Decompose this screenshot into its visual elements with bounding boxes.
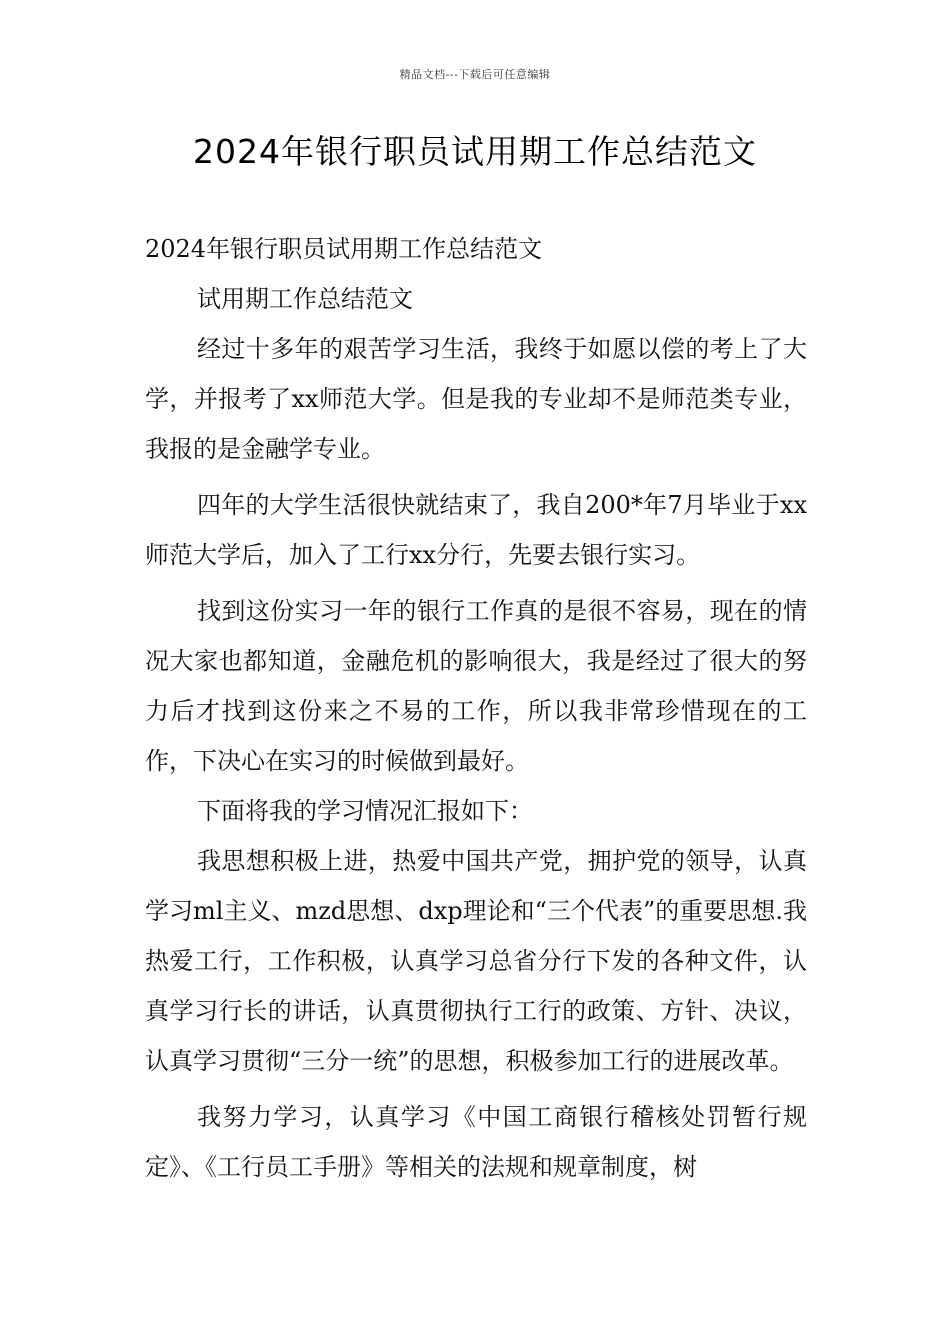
paragraph-6: 我努力学习，认真学习《中国工商银行稽核处罚暂行规定》、《工行员工手册》等相关的法规和规章制度，树 (145, 1103, 807, 1181)
paragraph-3: 找到这份实习一年的银行工作真的是很不容易，现在的情况大家也都知道，金融危机的影响很大，我是经过了很大的努力后才找到这份来之不易的工作，所以我非常珍惜现在的工作，下决心在实习的时候做到最好。 (145, 597, 807, 775)
paragraph-5: 我思想积极上进，热爱中国共产党，拥护党的领导，认真学习ml主义、mzd思想、dxp理论和“三个代表”的重要思想.我热爱工行，工作积极，认真学习总省分行下发的各种文件，认真学习行长的讲话，认真贯彻执行工行的政策、方针、决议，认真学习贯彻“三分一统”的思想，积极参加工行的进展改革。 (145, 847, 807, 1075)
document-title: 2024年银行职员试用期工作总结范文 (193, 132, 757, 171)
paragraph-subtitle: 2024年银行职员试用期工作总结范文 (145, 235, 543, 263)
paragraph-1: 经过十多年的艰苦学习生活，我终于如愿以偿的考上了大学，并报考了xx师范大学。但是我的专业却不是师范类专业，我报的是金融学专业。 (145, 335, 807, 463)
paragraph-2: 四年的大学生活很快就结束了，我自200*年7月毕业于xx师范大学后，加入了工行xx分行，先要去银行实习。 (145, 491, 807, 569)
header-note: 精品文档---下载后可任意编辑 (399, 68, 551, 81)
paragraph-section-heading: 试用期工作总结范文 (197, 285, 413, 313)
paragraph-4: 下面将我的学习情况汇报如下： (197, 797, 533, 825)
document-body (145, 224, 807, 1192)
